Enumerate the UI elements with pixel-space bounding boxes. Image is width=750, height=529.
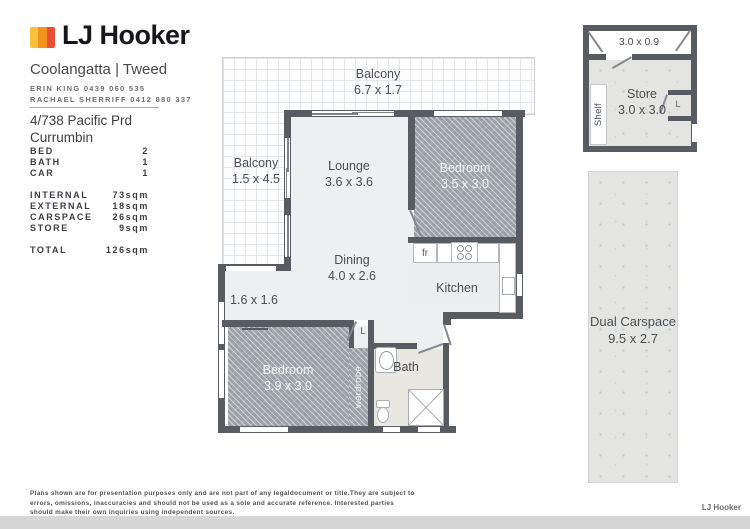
ljhooker-logo-icon [30,27,55,48]
office-name: Coolangatta | Tweed [30,61,168,78]
store-label: Store 3.0 x 3.0 [618,87,666,117]
room-label-bedroom1: Bedroom 3.5 x 3.0 [439,161,491,191]
wall [218,264,225,432]
room-label-bath: Bath [393,360,419,374]
fridge-label: fr [421,247,429,259]
window [418,427,440,432]
agent-line: ERIN KING 0439 060 535 [30,84,146,93]
window [240,427,288,432]
cooktop-icon [451,242,478,263]
room-label-balcony-left: Balcony 1.5 x 4.5 [232,156,280,186]
room-label-dining: Dining 4.0 x 2.6 [328,253,376,283]
logo-stripe-red [47,27,55,48]
window [692,124,697,142]
logo-stripe-yellow [30,27,38,48]
wall [222,320,354,327]
fridge-space [413,243,437,263]
carspace-label: Dual Carspace 9.5 x 2.7 [590,314,676,346]
window [517,274,522,296]
address-line2: Currumbin [30,130,94,145]
stat-row: STORE 9sqm [30,223,149,233]
room-label-kitchen: Kitchen [436,281,478,295]
stat-row: BED 2 [30,146,149,156]
room-label-bedroom2: Bedroom 3.9 x 3.0 [262,363,314,393]
stat-row: BATH 1 [30,157,149,167]
window [219,350,224,398]
logo-stripe-orange [38,27,46,48]
store-balcony-label: 3.0 x 0.9 [618,36,660,48]
sliding-door [312,111,394,116]
brand-name: LJ Hooker [62,20,190,50]
wall [589,54,691,60]
shelf: Shelf [590,84,607,145]
stat-row: EXTERNAL 18sqm [30,201,149,211]
store-linen-label: L [675,99,681,109]
room-label-balcony-top: Balcony 6.7 x 1.7 [354,67,402,97]
stat-row: CAR 1 [30,168,149,178]
window [226,266,276,271]
sliding-door [285,138,290,198]
stats-panel [30,146,149,256]
toilet-bowl-icon [377,407,389,423]
sink-icon [502,277,515,295]
header-divider [30,107,159,108]
room-label-entry: 1.6 x 1.6 [230,293,278,307]
wardrobe-label: wardrobe [353,365,364,408]
wall [408,113,415,210]
sliding-door [285,215,290,257]
window [383,427,400,432]
wall [668,90,691,95]
stat-row-total: TOTAL 126sqm [30,245,149,255]
footer-brand: LJ Hooker [701,503,741,512]
window [434,111,502,116]
stat-row: CARSPACE 26sqm [30,212,149,222]
linen-label: L [360,326,366,337]
wall [443,312,523,319]
wall [583,25,589,152]
balcony-left-area [222,112,293,269]
stat-row: INTERNAL 73sqm [30,190,149,200]
wall [668,116,691,121]
disclaimer: Plans shown are for presentation purposes only and are not part of any legaldocument or title.They are subject to errors, omissions, inaccuracies and should not be used as a sole and accurate reference. Interested parties should make their own inquiries using independent sources. [30,490,415,516]
shower-icon [408,389,444,426]
wall [583,146,697,152]
agent-line: RACHAEL SHERRIFF 0412 880 337 [30,95,192,104]
room-label-lounge: Lounge 3.6 x 3.6 [325,159,373,189]
wall [583,25,697,31]
bottom-band [0,516,750,529]
address-line1: 4/738 Pacific Prd [30,113,133,128]
curtain-track [242,328,268,330]
